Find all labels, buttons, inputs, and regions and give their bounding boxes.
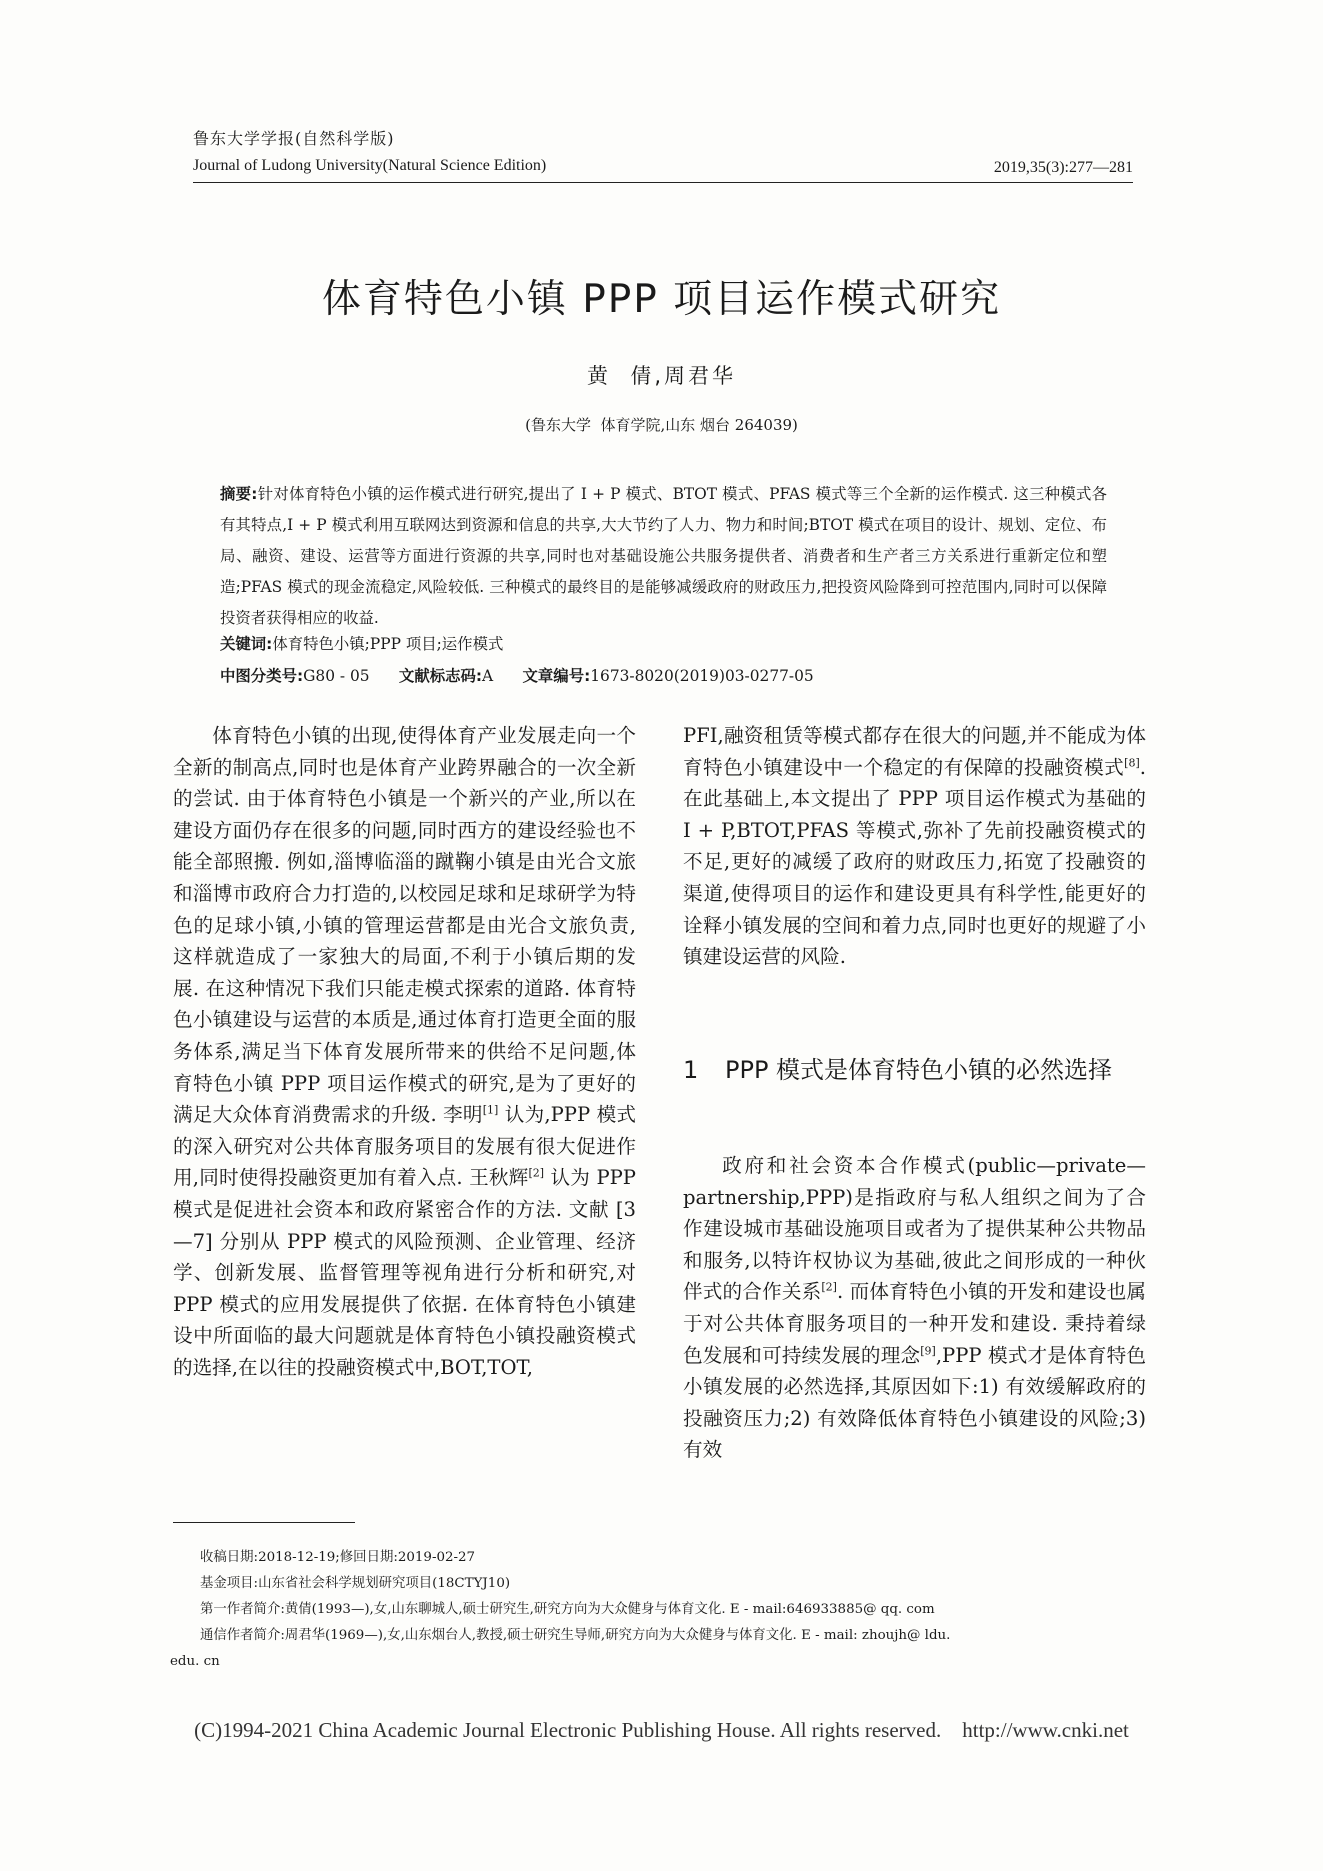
intro-cont-text-1: PFI,融资租赁等模式都存在很大的问题,并不能成为体育特色小镇建设中一个稳定的有保障的投融资模式 (683, 724, 1146, 779)
journal-name-cn: 鲁东大学学报(自然科学版) (193, 129, 395, 148)
section-1-text-1: 政府和社会资本合作模式(public—private—partnership,PPP)是指政府与私人组织之间为了合作建设城市基础设施项目或者为了提供某种公共物品和服务,以特许权协议为基础,彼此之间形成的一种伙伴式的合作关系 (683, 1154, 1146, 1304)
body-column-left (173, 720, 636, 1383)
footnote-first-author: 第一作者简介:黄倩(1993—),女,山东聊城人,硕士研究生,研究方向为大众健身与体育文化. E - mail:646933885@ qq. com (200, 1602, 935, 1617)
clc-label: 中图分类号: (220, 667, 304, 685)
header-rule (193, 182, 1133, 183)
intro-paragraph-cont (683, 720, 1146, 973)
cnki-copyright: (C)1994-2021 China Academic Journal Electronic Publishing House. All rights reserved. http://www.cnki.net (194, 1718, 1129, 1742)
section-1-text-2: . 而体育特色小镇的开发和建设也属于对公共体育服务项目的一种开发和建设. 秉持着绿色发展和可持续发展的理念 (683, 1280, 1146, 1367)
citation-1: [1] (482, 1103, 499, 1117)
abstract (220, 479, 1107, 634)
journal-name-en: Journal of Ludong University(Natural Science Edition) (193, 157, 547, 174)
footnote-corresponding-author-cont: edu. cn (170, 1654, 220, 1669)
intro-text-3: 认为 PPP 模式是促进社会资本和政府紧密合作的方法. 文献 [3—7] 分别从 PPP 模式的风险预测、企业管理、经济学、创新发展、监督管理等视角进行分析和研究,对 PPP 模式的应用发展提供了依据. 在体育特色小镇建设中所面临的最大问题就是体育特色小镇投融资模式的选择,在以往的投融资模式中,BOT,TOT, (173, 1166, 636, 1379)
intro-cont-text-2: . 在此基础上,本文提出了 PPP 项目运作模式为基础的 I + P,BTOT,PFAS 等模式,弥补了先前投融资模式的不足,更好的减缓了政府的财政压力,拓宽了投融资的渠道,使得项目的运作和建设更具有科学性,能更好的诠释小镇发展的空间和着力点,同时也更好的规避了小镇建设运营的风险. (683, 755, 1146, 969)
citation-8: [8] (1124, 756, 1140, 770)
section-1-number: 1 (683, 1056, 699, 1084)
intro-text-1: 体育特色小镇的出现,使得体育产业发展走向一个全新的制高点,同时也是体育产业跨界融合的一次全新的尝试. 由于体育特色小镇是一个新兴的产业,所以在建设方面仍存在很多的问题,同时西方的建设经验也不能全部照搬. 例如,淄博临淄的蹴鞠小镇是由光合文旅和淄博市政府合力打造的,以校园足球和足球研学为特色的足球小镇,小镇的管理运营都是由光合文旅负责,这样就造成了一家独大的局面,不利于小镇后期的发展. 在这种情况下我们只能走模式探索的道路. 体育特色小镇建设与运营的本质是,通过体育打造更全面的服务体系,满足当下体育发展所带来的供给不足问题,体育特色小镇 PPP 项目运作模式的研究,是为了更好的满足大众体育消费需求的升级. 李明 (173, 724, 636, 1127)
section-1-title: PPP 模式是体育特色小镇的必然选择 (725, 1056, 1113, 1084)
paper-title: 体育特色小镇 PPP 项目运作模式研究 (321, 277, 1002, 322)
citation-2b: [2] (821, 1280, 837, 1294)
section-1-heading (683, 1050, 1146, 1090)
article-number-label: 文章编号: (522, 667, 591, 685)
citation-2: [2] (528, 1166, 545, 1180)
abstract-label: 摘要: (220, 485, 258, 503)
footnote-rule (173, 1522, 355, 1523)
section-1-paragraph (683, 1150, 1146, 1466)
affiliation: (鲁东大学 体育学院,山东 烟台 264039) (525, 416, 798, 434)
intro-text-2: 认为,PPP 模式的深入研究对公共体育服务项目的发展有很大促进作用,同时使得投融资更加有着入点. 王秋辉 (173, 1103, 636, 1190)
section-1-text-3: ,PPP 模式才是体育特色小镇发展的必然选择,其原因如下:1) 有效缓解政府的投融资压力;2) 有效降低体育特色小镇建设的风险;3) 有效 (683, 1343, 1146, 1462)
keywords-label: 关键词: (220, 635, 273, 653)
classification-line (220, 664, 1107, 686)
intro-paragraph (173, 720, 636, 1383)
footnote-received: 收稿日期:2018-12-19;修回日期:2019-02-27 (200, 1550, 476, 1565)
footnote-fund: 基金项目:山东省社会科学规划研究项目(18CTYJ10) (200, 1576, 511, 1591)
article-number-value: 1673-8020(2019)03-0277-05 (590, 667, 814, 685)
body-column-right-top (683, 720, 1146, 973)
authors: 黄 倩,周君华 (586, 364, 737, 388)
citation-9: [9] (920, 1344, 936, 1358)
body-column-right-bottom (683, 1150, 1146, 1466)
footnote-corresponding-author: 通信作者简介:周君华(1969—),女,山东烟台人,教授,硕士研究生导师,研究方向为大众健身与体育文化. E - mail: zhoujh@ ldu. (200, 1628, 951, 1643)
keywords (220, 632, 1107, 654)
doc-code-label: 文献标志码: (398, 667, 483, 685)
keywords-text: 体育特色小镇;PPP 项目;运作模式 (272, 635, 504, 653)
issue-info: 2019,35(3):277—281 (993, 159, 1133, 176)
doc-code-value: A (482, 667, 494, 685)
clc-value: G80 - 05 (303, 667, 370, 685)
abstract-text: 针对体育特色小镇的运作模式进行研究,提出了 I + P 模式、BTOT 模式、PFAS 模式等三个全新的运作模式. 这三种模式各有其特点,I + P 模式利用互联网达到资源和信息的共享,大大节约了人力、物力和时间;BTOT 模式在项目的设计、规划、定位、布局、融资、建设、运营等方面进行资源的共享,同时也对基础设施公共服务提供者、消费者和生产者三方关系进行重新定位和塑造;PFAS 模式的现金流稳定,风险较低. 三种模式的最终目的是能够减缓政府的财政压力,把投资风险降到可控范围内,同时可以保障投资者获得相应的收益. (220, 485, 1107, 627)
